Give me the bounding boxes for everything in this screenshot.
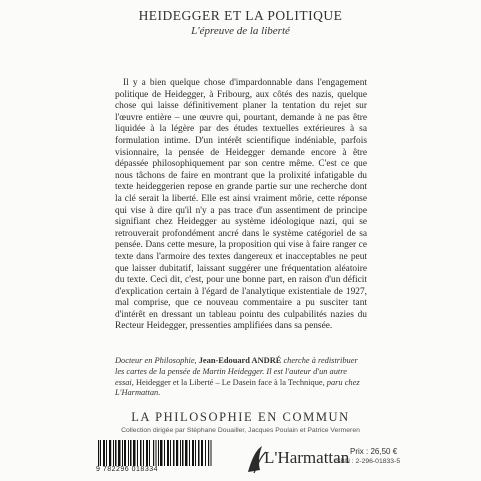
other-book-title: Heidegger et la Liberté – Le Dasein face à la Technique — [135, 377, 323, 387]
isbn-label: ISBN : 2-296-01833-5 — [334, 458, 401, 465]
author-bio — [115, 356, 367, 399]
bio-middle: cherche à redistribuer les cartes de la pensée de Martin Heidegger. Il est l'auteur d'un autre essai, — [115, 356, 358, 387]
collection-name: LA PHILOSOPHIE EN COMMUN — [131, 410, 350, 424]
bio-intro: Docteur en Philosophie, — [115, 356, 199, 365]
blurb-paragraph — [115, 78, 367, 333]
barcode-number: 9 782296 018334 — [96, 466, 220, 473]
price-label: Prix : 26,50 € — [350, 447, 398, 456]
blurb-text: Il y a bien quelque chose d'impardonnable dans l'engagement politique de Heidegger, à Fribourg, aux côtés des nazis, quelque chose qui laisse définitivement planer la tentation du rejet sur l'œuvre entière – une œuvre qui, pourtant, demande à ne pas être liquidée à la légère par des études textuelles extérieures à sa formulation intime. D'un intérêt scientifique indéniable, parfois visionnaire, la pensée de Heidegger demande encore à être dépassée philosophiquement par son centre même. C'est ce que nous tâchons de faire en montrant que la prolixité infatigable du texte heideggerien repose en grande partie sur une recherche dont la clé serait la liberté. Elle est ainsi vraiment môrie, cette réponse qui vise à dire qu'il n'y a pas trace d'un assentiment de principe signifiant chez Heidegger au système idéologique nazi, qui se retrouverait profondément ancré dans le système catégoriel de sa pensée. Dans cette mesure, la proposition qui vise à faire ranger ce texte dans l'armoire des textes dangereux et inacceptables ne peut que laisser dubitatif, laissant suggérer une fréquentation aléatoire du texte. Ceci dit, c'est, pour une bonne part, en raison d'un déficit d'explication certain à l'égard de l'analytique existentiale de 1927, mal comprise, que ce nouveau commentaire a pu susciter tant d'intérêt en dressant un tableau pointu des culpabilités nazies du Recteur Heidegger, pressenties amplifiées dans sa pensée. — [115, 78, 367, 332]
bio-end: , paru chez L'Harmattan. — [115, 377, 360, 398]
publisher-name: L'Harmattan — [264, 448, 350, 467]
book-subtitle: L'épreuve de la liberté — [191, 25, 290, 37]
collection-directors: Collection dirigée par Stéphane Douailler, Jacques Poulain et Patrice Vermeren — [121, 427, 360, 434]
author-name: Jean-Edouard ANDRÉ — [198, 356, 282, 365]
book-title: HEIDEGGER ET LA POLITIQUE — [138, 8, 343, 23]
